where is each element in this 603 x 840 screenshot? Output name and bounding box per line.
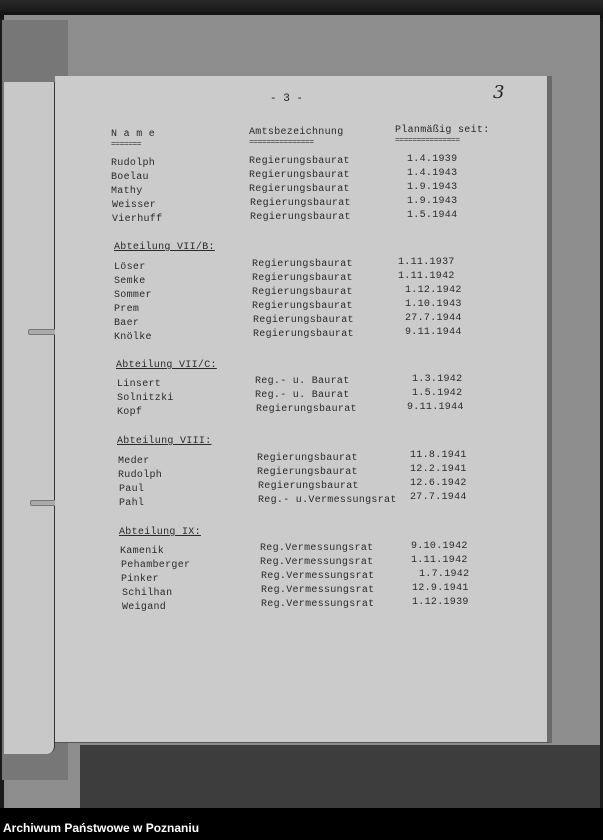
row-title: Reg.Vermessungsrat bbox=[261, 571, 375, 582]
header-underline: ======= bbox=[111, 140, 142, 149]
row-name: Weigand bbox=[122, 602, 167, 613]
column-header-name: N a m e bbox=[111, 129, 156, 140]
row-title: Regierungsbaurat bbox=[252, 259, 353, 270]
row-name: Kamenik bbox=[120, 546, 165, 557]
row-title: Regierungsbaurat bbox=[253, 315, 354, 326]
row-name: Knölke bbox=[114, 332, 152, 343]
row-since: 11.8.1941 bbox=[410, 450, 467, 461]
row-name: Rudolph bbox=[118, 470, 163, 481]
handwritten-page-number: 3 bbox=[493, 82, 505, 103]
row-title: Regierungsbaurat bbox=[257, 453, 358, 464]
archive-label: Archiwum Państwowe w Poznaniu bbox=[3, 821, 200, 835]
row-name: Meder bbox=[118, 456, 150, 467]
row-title: Regierungsbaurat bbox=[256, 404, 357, 415]
row-since: 12.6.1942 bbox=[410, 478, 467, 489]
row-title: Reg.Vermessungsrat bbox=[261, 599, 375, 610]
row-title: Regierungsbaurat bbox=[252, 301, 353, 312]
row-name: Pehamberger bbox=[121, 560, 191, 571]
row-title: Reg.Vermessungsrat bbox=[260, 557, 374, 568]
row-title: Regierungsbaurat bbox=[249, 184, 350, 195]
row-since: 1.12.1942 bbox=[405, 285, 462, 296]
row-name: Semke bbox=[114, 276, 146, 287]
row-title: Reg.Vermessungsrat bbox=[260, 543, 374, 554]
row-title: Regierungsbaurat bbox=[253, 329, 354, 340]
column-header-title: Amtsbezeichnung bbox=[249, 127, 344, 138]
row-since: 27.7.1944 bbox=[405, 313, 462, 324]
section-heading: Abteilung VIII: bbox=[117, 436, 212, 447]
row-since: 12.9.1941 bbox=[412, 583, 469, 594]
row-name: Paul bbox=[119, 484, 145, 495]
document-page bbox=[55, 76, 552, 743]
row-since: 1.12.1939 bbox=[412, 597, 469, 608]
row-since: 27.7.1944 bbox=[410, 492, 467, 503]
row-name: Vierhuff bbox=[112, 214, 163, 225]
row-title: Reg.- u. Baurat bbox=[255, 376, 350, 387]
underlying-page bbox=[4, 82, 55, 754]
row-since: 1.3.1942 bbox=[412, 374, 463, 385]
page-number: - 3 - bbox=[270, 93, 304, 105]
row-since: 1.5.1944 bbox=[407, 210, 458, 221]
row-title: Regierungsbaurat bbox=[249, 156, 350, 167]
row-title: Regierungsbaurat bbox=[257, 467, 358, 478]
header-underline: =============== bbox=[249, 138, 314, 147]
archive-footer bbox=[0, 808, 603, 840]
row-title: Reg.- u.Vermessungsrat bbox=[258, 495, 397, 506]
row-name: Mathy bbox=[111, 186, 143, 197]
row-since: 1.7.1942 bbox=[419, 569, 470, 580]
folder-bottom-band bbox=[80, 745, 600, 808]
row-name: Kopf bbox=[117, 407, 143, 418]
row-name: Rudolph bbox=[111, 158, 156, 169]
row-since: 1.5.1942 bbox=[412, 388, 463, 399]
row-since: 1.9.1943 bbox=[407, 182, 458, 193]
row-title: Regierungsbaurat bbox=[250, 212, 351, 223]
column-header-since: Planmäßig seit: bbox=[395, 125, 490, 136]
row-name: Prem bbox=[114, 304, 140, 315]
row-since: 12.2.1941 bbox=[410, 464, 467, 475]
row-name: Schilhan bbox=[122, 588, 173, 599]
row-title: Regierungsbaurat bbox=[252, 273, 353, 284]
row-title: Reg.- u. Baurat bbox=[255, 390, 350, 401]
row-name: Baer bbox=[114, 318, 140, 329]
section-heading: Abteilung VII/B: bbox=[114, 242, 215, 253]
row-name: Pinker bbox=[121, 574, 159, 585]
row-name: Sommer bbox=[114, 290, 152, 301]
row-name: Linsert bbox=[117, 379, 162, 390]
row-name: Pahl bbox=[119, 498, 145, 509]
row-name: Löser bbox=[114, 262, 146, 273]
row-since: 9.10.1942 bbox=[411, 541, 468, 552]
row-name: Solnitzki bbox=[117, 393, 174, 404]
row-since: 1.9.1943 bbox=[407, 196, 458, 207]
row-since: 1.4.1939 bbox=[407, 154, 458, 165]
row-since: 1.4.1943 bbox=[407, 168, 458, 179]
row-since: 9.11.1944 bbox=[405, 327, 462, 338]
header-underline: =============== bbox=[395, 136, 460, 145]
section-heading: Abteilung IX: bbox=[119, 527, 201, 538]
row-title: Regierungsbaurat bbox=[252, 287, 353, 298]
row-since: 9.11.1944 bbox=[407, 402, 464, 413]
row-title: Reg.Vermessungsrat bbox=[261, 585, 375, 596]
row-title: Regierungsbaurat bbox=[249, 170, 350, 181]
row-since: 1.11.1942 bbox=[411, 555, 468, 566]
row-name: Weisser bbox=[112, 200, 157, 211]
row-since: 1.11.1937 bbox=[398, 257, 455, 268]
row-since: 1.11.1942 bbox=[398, 271, 455, 282]
row-title: Regierungsbaurat bbox=[250, 198, 351, 209]
row-name: Boelau bbox=[111, 172, 149, 183]
row-title: Regierungsbaurat bbox=[258, 481, 359, 492]
section-heading: Abteilung VII/C: bbox=[116, 360, 217, 371]
row-since: 1.10.1943 bbox=[405, 299, 462, 310]
